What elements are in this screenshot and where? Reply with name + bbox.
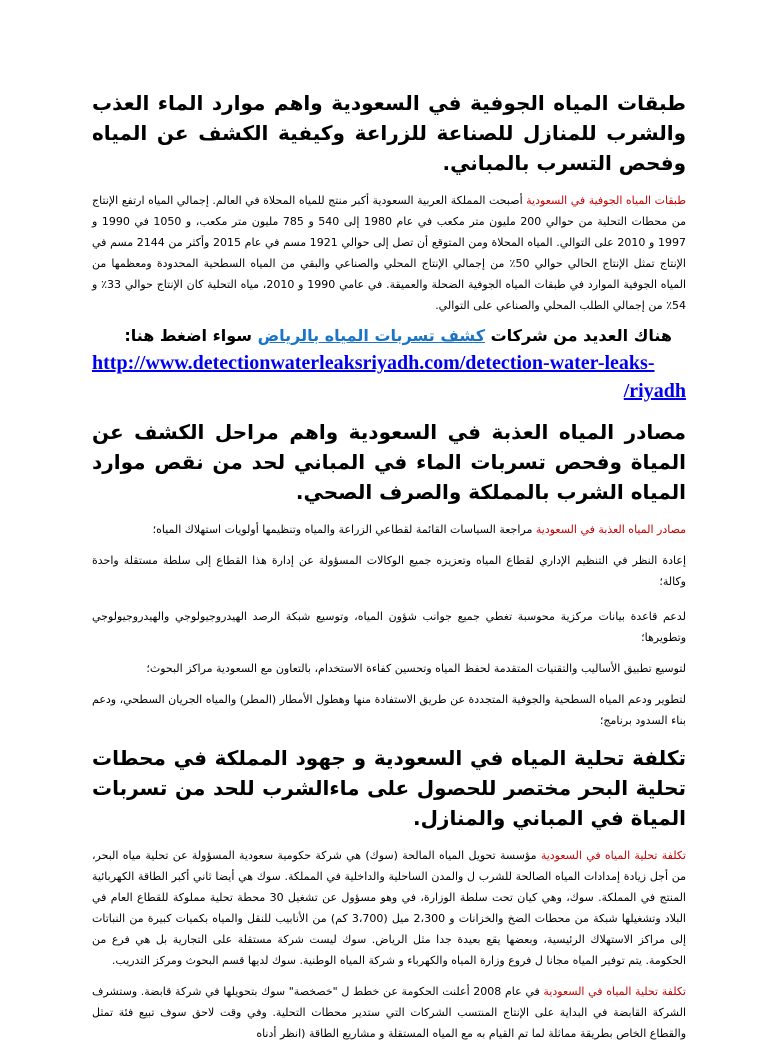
paragraph-lead[interactable]: طبقات المياه الجوفية في السعودية <box>526 194 686 207</box>
heading-desalination: تكلفة تحلية المياه في السعودية و جهود المملكة في محطات تحلية البحر مختصر للحصول على ماءالشرب للحد من تسربات المياة في المباني والمنازل. <box>92 746 686 830</box>
paragraph-text: مؤسسة تحويل المياه المالحة (سوك) هي شركة حكومية سعودية المسؤولة عن تحلية مياه البحر، من أجل زيادة إمدادات المياه الصالحة للشرب ل والمدن الساحلية والداخلية في المملكة. سوك هي أيضا ثاني أكبر الطاقة الكهربائية المنتج في المملكة. سوك، وهي كيان تحت سلطة الوزارة، في وهو مسؤول عن تشغيل 30 محطة تحلية مملوكة للقطاع العام في البلاد وتشغيلها شبكة من محطات الضخ والخزانات و 2،300 ميل (3،700 كم) من الأنابيب للنقل والمياه بكميات كبيرة من النباتات إلى مراكز الاستهلاك الرئيسية، وبعضها يقع بعيدة جدا مثل الرياض. سوك ليست شركة مستقلة على التجارية بل هي فرع من الحكومة. يتم توفير المياه مجانا ل فروع وزارة المياه والكهرباء و شركة المياه الوطنية. سوك لديها قسم البحوث ومركز التدريب. <box>92 849 686 967</box>
paragraph-text: في عام 2008 أعلنت الحكومة عن خطط ل "خصخصة" سوك بتحويلها في شركة قابضة. وستشرف الشركة القابضة في البداية على الإنتاج المنتسب الشركات التي ستدير محطات التحلية. وفي وقت لاحق سوف تبيع فئة تمثل والقطاع الخاص بطريقة مماثلة لما تم القيام به مع المياه المستقلة و مشاريع الطاقة (انظر أدناه <box>92 985 686 1040</box>
heading-aquifers: طبقات المياه الجوفية في السعودية واهم موارد الماء العذب والشرب للمنازل للصناعة للزراعة وكيفية الكشف عن المياه وفحص التسرب بالمباني. <box>92 91 686 175</box>
paragraph-lead[interactable]: تكلفة تحلية المياه في السعودية <box>543 985 686 998</box>
url-line-2[interactable]: /riyadh <box>623 380 686 402</box>
paragraph-techniques: لتوسيع تطبيق الأساليب والتقنيات المتقدمة لحفظ المياه وتحسين كفاءة الاستخدام، بالتعاون مع السعودية مراكز البحوث؛ <box>146 662 686 675</box>
paragraph-swcc <box>92 845 686 971</box>
companies-prefix: هناك العديد من شركات <box>490 326 672 345</box>
companies-suffix: سواء اضغط هنا: <box>124 326 253 345</box>
paragraph-admin: إعادة النظر في التنظيم الإداري لقطاع المياه وتعزيزه جميع الوكالات المسؤولة عن إدارة هذا القطاع إلى سلطة مستقلة واحدة وكالة؛ <box>92 554 686 588</box>
document-page <box>92 78 686 1054</box>
companies-link[interactable]: كشف تسربات المياه بالرياض <box>257 326 486 345</box>
paragraph-aquifers <box>92 190 686 316</box>
companies-line <box>92 326 672 345</box>
paragraph-text: مراجعة السياسات القائمة لقطاعي الزراعة والمياه وتنظيمها أولويات استهلاك المياه؛ <box>152 523 536 536</box>
paragraph-lead[interactable]: تكلفة تحلية المياه في السعودية <box>540 849 686 862</box>
website-url-link[interactable] <box>92 349 686 405</box>
paragraph-text: أصبحت المملكة العربية السعودية أكبر منتج للمياه المحلاة في العالم. إجمالي المياه ارتفع الإنتاج من محطات التحلية من حوالي 200 مليون متر مكعب في عام 1980 إلى 540 و 785 مليون متر مكعب، و 1050 في 1990 و 1997 و 2010 على التوالي. المياه المحلاة ومن المتوقع أن تصل إلى حوالي 1921 مسم في عام 2015 وأكثر من 2144 مسم في الإنتاج تمثل الإنتاج الحالي حوالي 50٪ من إجمالي الإنتاج المحلي والصناعي والبقي من المياه السطحية المحدودة ومعظمها من المياه الجوفية الموارد في طبقات المياه الجوفية الضحلة والعميقة. في عامي 1990 و 2010، مياه التحلية كان الإنتاج حوالي 33٪ و 54٪ من إجمالي الطلب المحلي والصناعي على التوالي. <box>92 194 687 312</box>
paragraph-database: لدعم قاعدة بيانات مركزية محوسبة تغطي جميع جوانب شؤون المياه، وتوسيع شبكة الرصد الهيدروجيولوجي والهيدروجيولوجي وتطويرها؛ <box>92 610 686 644</box>
url-line-1[interactable]: http://www.detectionwaterleaksriyadh.com/detection-water-leaks- <box>92 352 655 374</box>
heading-fresh-water: مصادر المياه العذبة في السعودية واهم مراحل الكشف عن المياة وفحص تسربات الماء في المباني لحد من نقص موارد المياه الشرب بالمملكة والصرف الصحي. <box>92 420 686 504</box>
paragraph-renewable: لتطوير ودعم المياه السطحية والجوفية المتجددة عن طريق الاستفادة منها وهطول الأمطار (المطر) والمياه الجريان السطحي، ودعم بناء السدود برنامج؛ <box>92 693 686 727</box>
paragraph-privatization <box>92 981 686 1044</box>
paragraph-lead[interactable]: مصادر المياه العذبة في السعودية <box>535 523 686 536</box>
paragraph-fresh-water <box>92 519 686 540</box>
